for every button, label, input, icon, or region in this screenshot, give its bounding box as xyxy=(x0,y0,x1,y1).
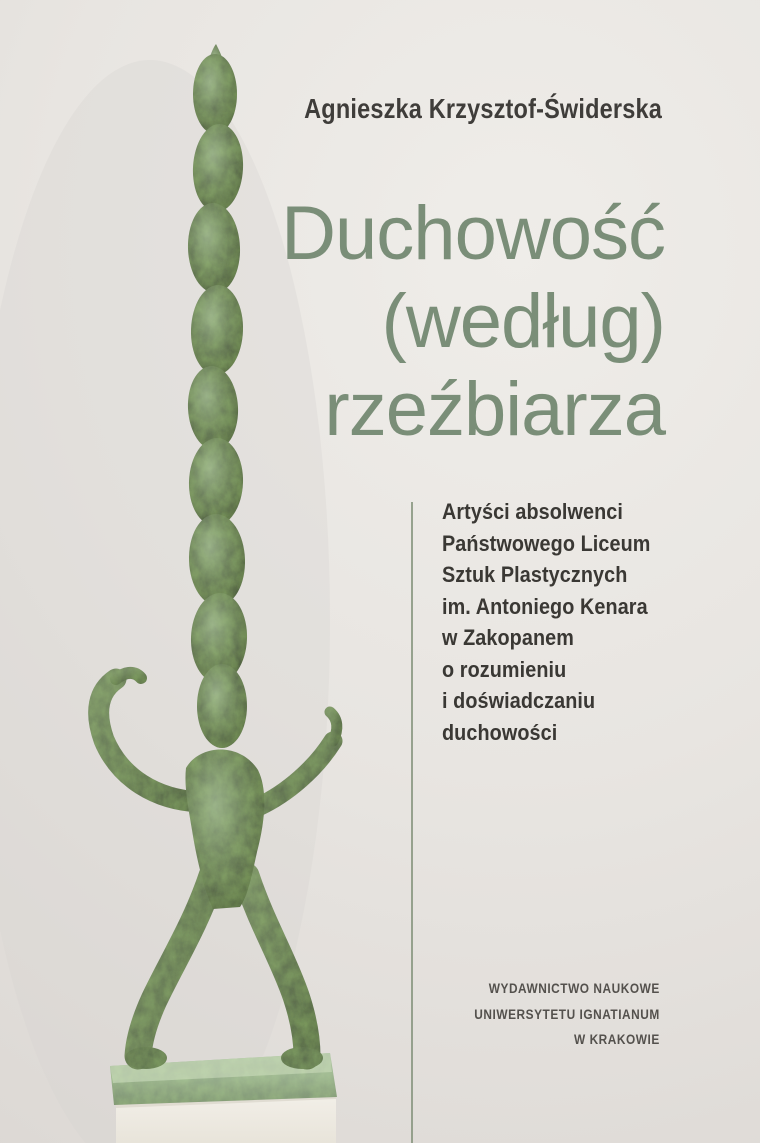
book-title xyxy=(281,190,665,454)
subtitle-block xyxy=(442,496,650,748)
subtitle-line: i doświadczaniu xyxy=(442,688,596,713)
title-line-3: rzeźbiarza xyxy=(324,367,665,452)
subtitle-line: duchowości xyxy=(442,719,558,745)
subtitle-line: im. Antoniego Kenara xyxy=(442,593,648,619)
subtitle-line: Sztuk Plastycznych xyxy=(442,562,628,587)
subtitle-line: Artyści absolwenci xyxy=(442,499,623,524)
title-line-1: Duchowość xyxy=(281,191,665,276)
subtitle-line: Państwowego Liceum xyxy=(442,530,651,556)
publisher-line: UNIWERSYTETU IGNATIANUM xyxy=(474,1006,660,1022)
author-name: Agnieszka Krzysztof-Świderska xyxy=(304,93,662,124)
title-line-2: (według) xyxy=(381,279,665,364)
subtitle-line: w Zakopanem xyxy=(442,625,574,650)
vertical-divider-rule xyxy=(411,502,413,1143)
publisher-line: WYDAWNICTWO NAUKOWE xyxy=(488,981,660,996)
subtitle-line: o rozumieniu xyxy=(442,656,567,682)
publisher-block xyxy=(474,976,660,1053)
publisher-line: W KRAKOWIE xyxy=(574,1032,660,1047)
